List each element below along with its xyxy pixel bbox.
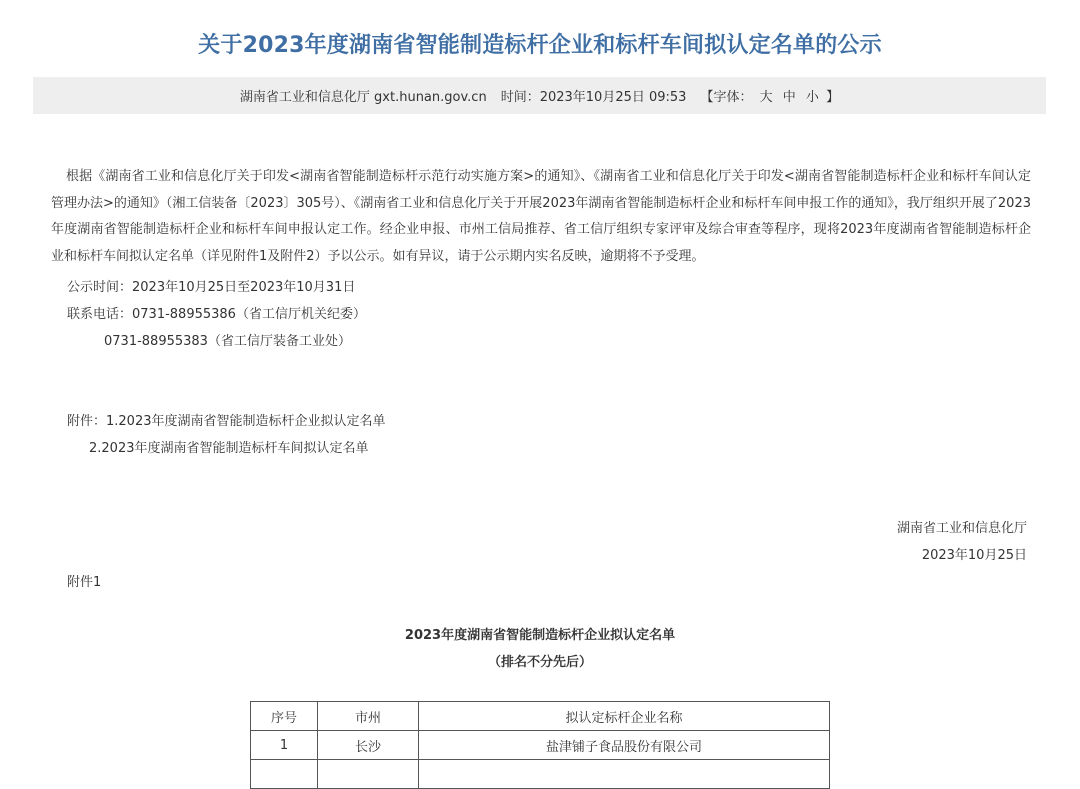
publish-time: 时间：2023年10月25日 09:53 xyxy=(500,90,687,105)
cell-city xyxy=(318,760,419,789)
font-size-medium-button[interactable]: 中 xyxy=(782,90,796,105)
cell-enterprise: 盐津铺子食品股份有限公司 xyxy=(419,731,830,760)
font-size-label-open: 【字体： xyxy=(700,90,753,105)
signature-date: 2023年10月25日 xyxy=(921,548,1027,563)
font-size-small-button[interactable]: 小 xyxy=(805,90,819,105)
enterprise-list-table xyxy=(250,701,830,789)
column-header-number: 序号 xyxy=(251,702,318,731)
column-header-city: 市州 xyxy=(318,702,419,731)
attachment-item-1[interactable]: 附件：1.2023年度湖南省智能制造标杆企业拟认定名单 xyxy=(67,414,386,429)
attachment-item-2[interactable]: 2.2023年度湖南省智能制造标杆车间拟认定名单 xyxy=(89,441,369,456)
appendix-label: 附件1 xyxy=(67,575,102,590)
cell-enterprise xyxy=(419,760,830,789)
list-title: 2023年度湖南省智能制造标杆企业拟认定名单 xyxy=(404,628,676,643)
list-subtitle: （排名不分先后） xyxy=(487,655,592,670)
column-header-enterprise: 拟认定标杆企业名称 xyxy=(419,702,830,731)
contact-phone-2: 0731-88955383（省工信厅装备工业处） xyxy=(104,334,351,349)
cell-city: 长沙 xyxy=(318,731,419,760)
font-size-control xyxy=(700,86,839,105)
cell-number: 1 xyxy=(251,731,318,760)
source-link[interactable]: 湖南省工业和信息化厅 gxt.hunan.gov.cn xyxy=(239,90,487,105)
table-row xyxy=(251,760,830,789)
font-size-large-button[interactable]: 大 xyxy=(759,90,773,105)
announcement-paragraph: 根据《湖南省工业和信息化厅关于印发<湖南省智能制造标杆示范行动实施方案>的通知》、《湖南省工业和信息化厅关于印发<湖南省智能制造标杆企业和标杆车间认定管理办法>的通知》（湘工信装备〔2023〕305号）、《湖南省工业和信息化厅关于开展2023年湖南省智能制造标杆企业和标杆车间申报工作的通知》，我厅组织开展了2023年度湖南省智能制造标杆企业和标杆车间申报认定工作。经企业申报、市州工信局推荐、省工信厅组织专家评审及综合审查等程序，现将2023年度湖南省智能制造标杆企业和标杆车间拟认定名单（详见附件1及附件2）予以公示。如有异议，请于公示期内实名反映，逾期将不予受理。 xyxy=(51,169,1031,264)
table-row xyxy=(251,731,830,760)
notice-period: 公示时间：2023年10月25日至2023年10月31日 xyxy=(67,280,356,295)
table-header-row xyxy=(251,702,830,731)
font-size-label-close: 】 xyxy=(826,90,840,105)
article-meta-bar xyxy=(33,77,1046,114)
page-title: 关于2023年度湖南省智能制造标杆企业和标杆车间拟认定名单的公示 xyxy=(198,33,882,58)
cell-number xyxy=(251,760,318,789)
signature-organization: 湖南省工业和信息化厅 xyxy=(896,521,1027,536)
contact-phone-1: 联系电话：0731-88955386（省工信厅机关纪委） xyxy=(67,307,366,322)
